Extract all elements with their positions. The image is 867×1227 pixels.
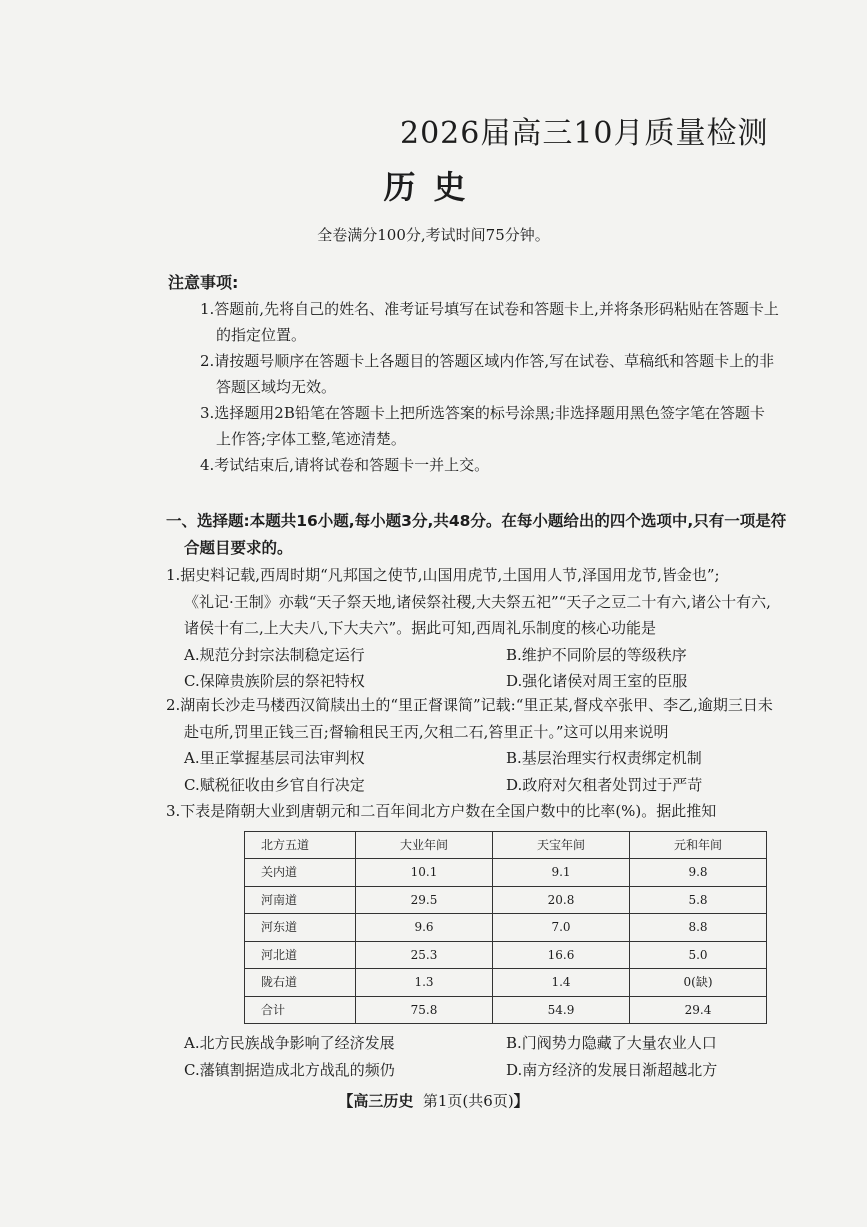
- question-2: [166, 692, 828, 798]
- table-cell: 9.1: [493, 859, 630, 887]
- option-c: C.藩镇割据造成北方战乱的频仍: [184, 1060, 395, 1079]
- table-cell: 29.5: [356, 886, 493, 914]
- table-row: [245, 859, 767, 887]
- table-cell: 关内道: [245, 859, 356, 887]
- notice-item-text: 的指定位置。: [216, 326, 307, 344]
- column-header: 大业年间: [356, 831, 493, 859]
- table-header-row: [245, 831, 767, 859]
- notice-item-text: 3.选择题用2B铅笔在答题卡上把所选答案的标号涂黑;非选择题用黑色签字笔在答题卡: [200, 404, 765, 422]
- table-cell: 陇右道: [245, 969, 356, 997]
- notice-item: [200, 348, 824, 400]
- option-b: B.基层治理实行权责绑定机制: [506, 749, 702, 767]
- table-cell: 8.8: [630, 914, 767, 942]
- option-c: C.赋税征收由乡官自行决定: [184, 775, 365, 794]
- options: [166, 642, 828, 695]
- option-d: D.强化诸侯对周王室的臣服: [506, 672, 688, 690]
- question-stem: [166, 798, 828, 825]
- table-cell: 75.8: [356, 996, 493, 1024]
- section-heading-text: 合题目要求的。: [184, 539, 293, 557]
- exam-info: 全卷满分100分,考试时间75分钟。: [317, 226, 550, 244]
- column-header: 北方五道: [245, 831, 356, 859]
- option-d: D.南方经济的发展日渐超越北方: [506, 1060, 718, 1079]
- question-3: [166, 798, 828, 1083]
- table-cell: 合计: [245, 996, 356, 1024]
- table-cell: 20.8: [493, 886, 630, 914]
- stem-line: 诸侯十有二,上大夫八,下大夫六”。据此可知,西周礼乐制度的核心功能是: [184, 619, 656, 637]
- notice-list: [200, 296, 824, 478]
- notice-item-text: 4.考试结束后,请将试卷和答题卡一并上交。: [200, 456, 490, 474]
- table-row: [245, 996, 767, 1024]
- footer-bracket-close: 】: [513, 1092, 529, 1110]
- household-ratio-table: [244, 831, 767, 1025]
- stem-line: 1.据史料记载,西周时期“凡邦国之使节,山国用虎节,土国用人节,泽国用龙节,皆金也”;: [166, 566, 720, 584]
- table-cell: 10.1: [356, 859, 493, 887]
- table-cell: 7.0: [493, 914, 630, 942]
- table-cell: 54.9: [493, 996, 630, 1024]
- table-row: [245, 969, 767, 997]
- stem-line: 《礼记·王制》亦载“天子祭天地,诸侯祭社稷,大夫祭五祀”“天子之豆二十有六,诸公十有六,: [184, 592, 771, 611]
- notice-item-text: 2.请按题号顺序在答题卡上各题目的答题区域内作答,写在试卷、草稿纸和答题卡上的非: [200, 352, 775, 370]
- table-cell: 1.3: [356, 969, 493, 997]
- option-a: A.规范分封宗法制稳定运行: [184, 645, 365, 664]
- notice-item: [200, 296, 824, 348]
- table-cell: 河南道: [245, 886, 356, 914]
- notice-heading: 注意事项:: [168, 273, 239, 292]
- notice-item-text: 1.答题前,先将自己的姓名、准考证号填写在试卷和答题卡上,并将条形码粘贴在答题卡上: [200, 300, 779, 318]
- table-cell: 5.8: [630, 886, 767, 914]
- table-row: [245, 941, 767, 969]
- exam-title: 2026届高三10月质量检测: [400, 116, 769, 151]
- option-b: B.门阀势力隐藏了大量农业人口: [506, 1034, 717, 1052]
- option-a: A.里正掌握基层司法审判权: [184, 749, 365, 767]
- footer-subject: 高三历史: [353, 1092, 414, 1110]
- table-row: [245, 914, 767, 942]
- notice-item: [200, 452, 824, 478]
- table-cell: 1.4: [493, 969, 630, 997]
- stem-line: 3.下表是隋朝大业到唐朝元和二百年间北方户数在全国户数中的比率(%)。据此推知: [166, 802, 717, 820]
- table-row: [245, 886, 767, 914]
- table-cell: 9.6: [356, 914, 493, 942]
- option-a: A.北方民族战争影响了经济发展: [184, 1034, 395, 1052]
- table-cell: 河东道: [245, 914, 356, 942]
- option-b: B.维护不同阶层的等级秩序: [506, 645, 687, 664]
- notice-item-text: 上作答;字体工整,笔迹清楚。: [216, 430, 406, 448]
- subject-title: 历史: [383, 168, 484, 206]
- stem-line: 赴屯所,罚里正钱三百;督输租民王丙,欠租二石,笞里正十。”这可以用来说明: [184, 722, 669, 741]
- question-stem: [166, 562, 828, 642]
- table-cell: 5.0: [630, 941, 767, 969]
- options: [166, 1030, 828, 1083]
- section-heading: [166, 508, 826, 562]
- table-cell: 25.3: [356, 941, 493, 969]
- column-header: 天宝年间: [493, 831, 630, 859]
- footer-page-number: 第1页(共6页): [422, 1092, 514, 1110]
- notice-item-text: 答题区域均无效。: [216, 378, 337, 396]
- question-stem: [166, 692, 828, 745]
- section-heading-text: 一、选择题:本题共16小题,每小题3分,共48分。在每小题给出的四个选项中,只有一项是符: [166, 512, 787, 530]
- option-c: C.保障贵族阶层的祭祀特权: [184, 672, 365, 690]
- option-d: D.政府对欠租者处罚过于严苛: [506, 775, 703, 794]
- stem-line: 2.湖南长沙走马楼西汉简牍出土的“里正督课简”记载:“里正某,督戍卒张甲、李乙,逾期三日未: [166, 696, 773, 714]
- table-cell: 河北道: [245, 941, 356, 969]
- question-1: [166, 562, 828, 695]
- options: [166, 745, 828, 798]
- column-header: 元和年间: [630, 831, 767, 859]
- page-footer: [0, 1090, 867, 1111]
- footer-bracket-open: 【: [338, 1092, 354, 1110]
- table-cell: 29.4: [630, 996, 767, 1024]
- table-cell: 16.6: [493, 941, 630, 969]
- table-cell: 0(缺): [630, 969, 767, 997]
- notice-item: [200, 400, 824, 452]
- table-cell: 9.8: [630, 859, 767, 887]
